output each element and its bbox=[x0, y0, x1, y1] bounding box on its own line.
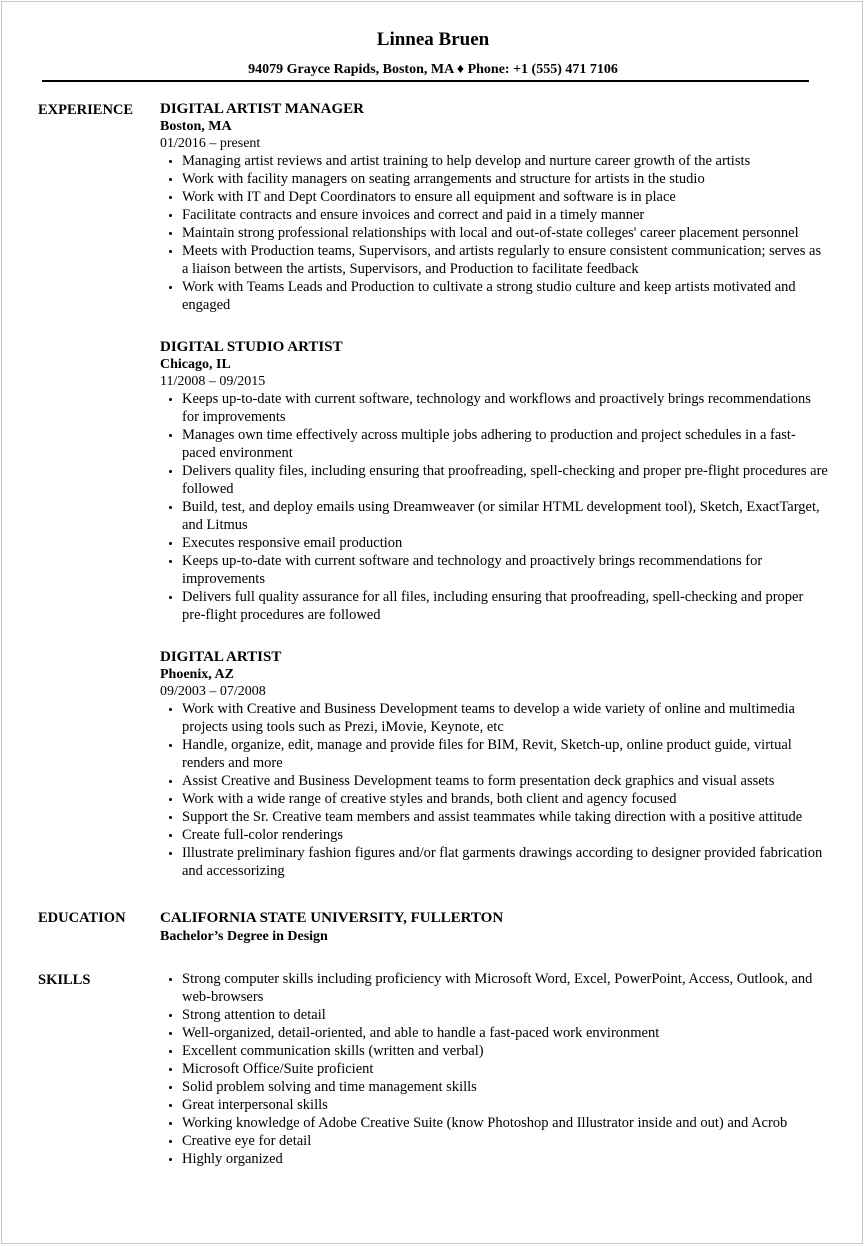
job-bullets bbox=[160, 700, 828, 880]
skill-item: • Well-organized, detail-oriented, and able to handle a fast-paced work environment bbox=[182, 1024, 828, 1042]
bullet-item: • Work with facility managers on seating arrangements and structure for artists in the studio bbox=[182, 170, 828, 188]
bullet-item: • Keeps up-to-date with current software and technology and proactively brings recommendations for improvements bbox=[182, 552, 828, 588]
bullet-item: • Keeps up-to-date with current software, technology and workflows and proactively brings recommendations for improvements bbox=[182, 390, 828, 426]
contact-line: 94079 Grayce Rapids, Boston, MA ♦ Phone: +1 (555) 471 7106 bbox=[248, 62, 618, 77]
bullet-item: • Assist Creative and Business Development teams to form presentation deck graphics and visual assets bbox=[182, 772, 828, 790]
experience-body bbox=[160, 100, 828, 880]
skills-list bbox=[160, 970, 828, 1168]
bullet-item: • Delivers quality files, including ensuring that proofreading, spell-checking and proper pre-flight procedures are followed bbox=[182, 462, 828, 498]
bullet-item: • Manages own time effectively across multiple jobs adhering to production and project schedules in a fast-paced environment bbox=[182, 426, 828, 462]
job-bullets bbox=[160, 390, 828, 624]
job-dates: 09/2003 – 07/2008 bbox=[160, 684, 266, 699]
job-title: DIGITAL STUDIO ARTIST bbox=[160, 339, 343, 355]
education-label: EDUCATION bbox=[38, 910, 126, 926]
experience-label: EXPERIENCE bbox=[38, 102, 134, 118]
job-location: Boston, MA bbox=[160, 119, 232, 134]
candidate-name: Linnea Bruen bbox=[376, 29, 490, 50]
bullet-item: • Work with Teams Leads and Production to cultivate a strong studio culture and keep artists motivated and engaged bbox=[182, 278, 828, 314]
job-dates: 01/2016 – present bbox=[160, 136, 261, 151]
education-section bbox=[38, 908, 828, 946]
skill-item: • Excellent communication skills (written and verbal) bbox=[182, 1042, 828, 1060]
job-entry bbox=[160, 338, 828, 624]
experience-section bbox=[38, 100, 828, 880]
bullet-item: • Work with Creative and Business Development teams to develop a wide variety of online and multimedia projects using tools such as Prezi, iMovie, Keynote, etc bbox=[182, 700, 828, 736]
bullet-item: • Managing artist reviews and artist training to help develop and nurture career growth of the artists bbox=[182, 152, 828, 170]
bullet-item: • Handle, organize, edit, manage and provide files for BIM, Revit, Sketch-up, online product guide, virtual renders and more bbox=[182, 736, 828, 772]
bullet-item: • Work with a wide range of creative styles and brands, both client and agency focused bbox=[182, 790, 828, 808]
skills-label: SKILLS bbox=[38, 972, 91, 988]
skill-item: • Strong attention to detail bbox=[182, 1006, 828, 1024]
skills-body bbox=[160, 970, 828, 1168]
degree: Bachelor’s Degree in Design bbox=[160, 929, 328, 944]
skill-item: • Working knowledge of Adobe Creative Suite (know Photoshop and Illustrator inside and out) and Acrob bbox=[182, 1114, 828, 1132]
job-location: Phoenix, AZ bbox=[160, 667, 234, 682]
bullet-item: • Facilitate contracts and ensure invoices and correct and paid in a timely manner bbox=[182, 206, 828, 224]
bullet-item: • Work with IT and Dept Coordinators to ensure all equipment and software is in place bbox=[182, 188, 828, 206]
job-location: Chicago, IL bbox=[160, 357, 231, 372]
skill-item: • Microsoft Office/Suite proficient bbox=[182, 1060, 828, 1078]
bullet-item: • Maintain strong professional relationships with local and out-of-state colleges' career placement personnel bbox=[182, 224, 828, 242]
job-title: DIGITAL ARTIST bbox=[160, 649, 282, 665]
skill-item: • Great interpersonal skills bbox=[182, 1096, 828, 1114]
skill-item: • Solid problem solving and time management skills bbox=[182, 1078, 828, 1096]
resume-content bbox=[38, 100, 828, 1168]
bullet-item: • Executes responsive email production bbox=[182, 534, 828, 552]
header-divider bbox=[42, 80, 809, 82]
bullet-item: • Support the Sr. Creative team members and assist teammates while taking direction with a positive attitude bbox=[182, 808, 828, 826]
skill-item: • Strong computer skills including proficiency with Microsoft Word, Excel, PowerPoint, Access, Outlook, and web-browsers bbox=[182, 970, 828, 1006]
bullet-item: • Meets with Production teams, Supervisors, and artists regularly to ensure consistent communication; serves as a liaison between the artists, Supervisors, and Production to facilitate feedback bbox=[182, 242, 828, 278]
job-bullets bbox=[160, 152, 828, 314]
bullet-item: • Delivers full quality assurance for all files, including ensuring that proofreading, spell-checking and proper pre-flight procedures are followed bbox=[182, 588, 828, 624]
bullet-item: • Illustrate preliminary fashion figures and/or flat garments drawings according to designer provided fabrication and accessorizing bbox=[182, 844, 828, 880]
education-body bbox=[160, 908, 828, 946]
bullet-item: • Build, test, and deploy emails using Dreamweaver (or similar HTML development tool), Sketch, ExactTarget, and Litmus bbox=[182, 498, 828, 534]
skill-item: • Creative eye for detail bbox=[182, 1132, 828, 1150]
school-name: CALIFORNIA STATE UNIVERSITY, FULLERTON bbox=[160, 910, 504, 926]
skills-section bbox=[38, 970, 828, 1168]
job-title: DIGITAL ARTIST MANAGER bbox=[160, 101, 364, 117]
bullet-item: • Create full-color renderings bbox=[182, 826, 828, 844]
job-entry bbox=[160, 100, 828, 314]
job-dates: 11/2008 – 09/2015 bbox=[160, 374, 266, 389]
skill-item: • Highly organized bbox=[182, 1150, 828, 1168]
job-entry bbox=[160, 648, 828, 880]
